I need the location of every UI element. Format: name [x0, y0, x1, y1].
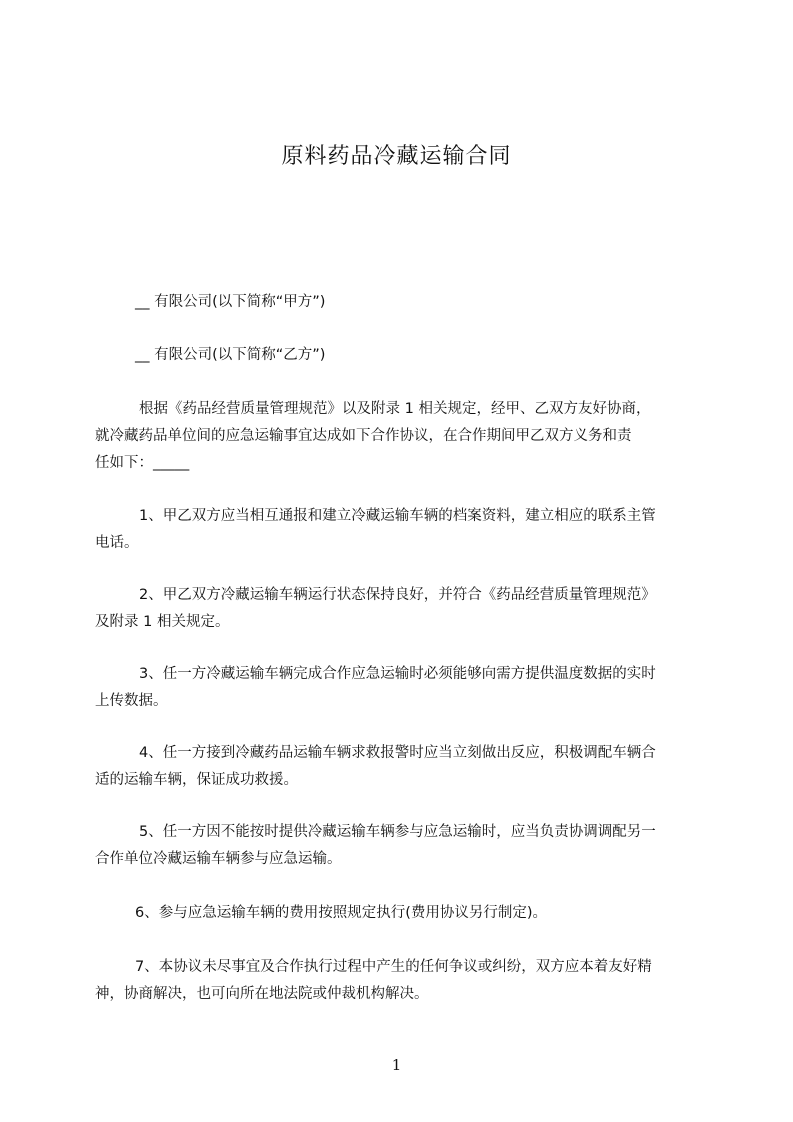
clause-3-line: 上传数据。 [95, 693, 168, 709]
intro-line: 就冷藏药品单位间的应急运输事宜达成如下合作协议，在合作期间甲乙双方义务和责 [95, 428, 632, 444]
page-number: 1 [391, 1056, 402, 1074]
clause-1-line: 电话。 [95, 535, 139, 551]
intro-line: 任如下：_____ [95, 455, 190, 471]
clause-7-line: 神，协商解决，也可向所在地法院或仲裁机构解决。 [95, 986, 429, 1002]
clause-5-line: 5、任一方因不能按时提供冷藏运输车辆参与应急运输时，应当负责协调调配另一 [139, 824, 656, 840]
clause-3-line: 3、任一方冷藏运输车辆完成合作应急运输时必须能够向需方提供温度数据的实时 [139, 666, 656, 682]
clause-5-line: 合作单位冷藏运输车辆参与应急运输。 [95, 851, 342, 867]
clause-4-line: 4、任一方接到冷藏药品运输车辆求救报警时应当立刻做出反应，积极调配车辆合 [139, 745, 656, 761]
party-b-line: __ 有限公司(以下简称“乙方”) [135, 347, 326, 363]
clause-7-line: 7、本协议未尽事宜及合作执行过程中产生的任何争议或纠纷，双方应本着友好精 [135, 959, 652, 975]
clause-2-line: 2、甲乙双方冷藏运输车辆运行状态保持良好，并符合《药品经营质量管理规范》 [139, 587, 656, 603]
document-title: 原料药品冷藏运输合同 [281, 144, 512, 169]
clause-6-line: 6、参与应急运输车辆的费用按照规定执行(费用协议另行制定)。 [135, 905, 548, 921]
clause-2-line: 及附录 1 相关规定。 [95, 614, 230, 630]
intro-line: 根据《药品经营质量管理规范》以及附录 1 相关规定，经甲、乙双方友好协商， [139, 401, 651, 417]
clause-4-line: 适的运输车辆，保证成功救援。 [95, 772, 298, 788]
party-a-line: __ 有限公司(以下简称“甲方”) [135, 294, 326, 310]
clause-1-line: 1、甲乙双方应当相互通报和建立冷藏运输车辆的档案资料，建立相应的联系主管 [139, 508, 656, 524]
